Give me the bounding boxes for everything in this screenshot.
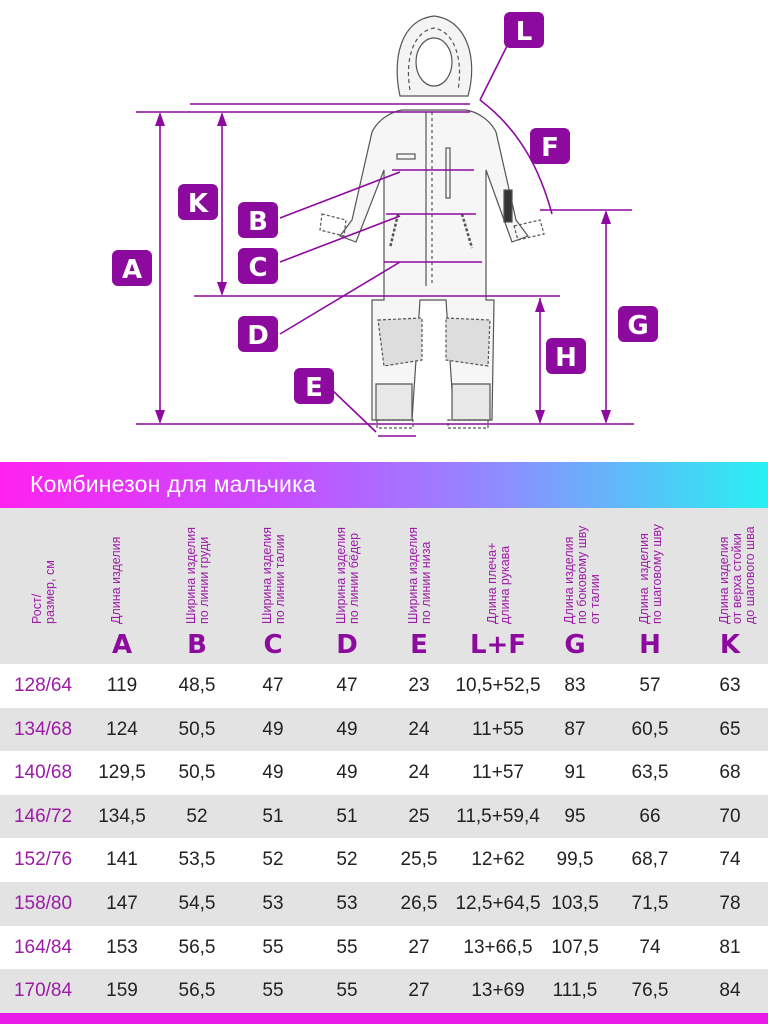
svg-text:B: B <box>248 207 268 237</box>
value-cell: 47 <box>336 675 358 696</box>
value-cell: 71,5 <box>631 892 669 914</box>
value-cell: 68 <box>719 762 741 784</box>
value-cell: 107,5 <box>551 936 599 958</box>
column-letter: G <box>564 630 586 660</box>
value-cell: 27 <box>408 980 430 1002</box>
column-label: Длина изделия по шаговому шву <box>637 524 664 624</box>
column-letter: E <box>410 630 428 660</box>
size-cell: 140/68 <box>13 762 73 784</box>
value-cell: 24 <box>408 718 430 740</box>
value-cell: 56,5 <box>178 980 216 1002</box>
column-label: Длина изделия <box>109 536 123 624</box>
value-cell: 68,7 <box>631 849 669 871</box>
value-cell: 76,5 <box>631 980 669 1002</box>
svg-text:A: A <box>121 255 143 285</box>
value-cell: 27 <box>408 936 430 958</box>
column-header-d <box>310 508 384 664</box>
table-row <box>0 751 768 795</box>
column-header-h <box>608 508 692 664</box>
value-cell: 49 <box>262 718 284 740</box>
value-cell: 81 <box>719 936 741 958</box>
svg-text:K: K <box>187 189 209 219</box>
table-row <box>0 708 768 752</box>
value-cell: 95 <box>564 805 586 827</box>
value-cell: 49 <box>336 762 358 784</box>
size-table-body <box>0 664 768 1013</box>
svg-text:H: H <box>555 343 577 373</box>
value-cell: 50,5 <box>178 762 216 784</box>
value-cell: 50,5 <box>178 718 216 740</box>
column-label: Ширина изделия по линии талии <box>260 526 287 624</box>
value-cell: 147 <box>106 892 138 914</box>
size-cell: 146/72 <box>13 805 73 827</box>
table-row <box>0 838 768 882</box>
bottom-accent-bar <box>0 1013 768 1024</box>
column-letter: H <box>639 630 661 660</box>
size-cell: 152/76 <box>13 849 73 871</box>
table-row <box>0 882 768 926</box>
column-label: Длина изделия от верха стойки до шагового шва <box>717 526 757 624</box>
value-cell: 78 <box>719 892 741 914</box>
svg-text:G: G <box>627 311 649 341</box>
value-cell: 153 <box>106 936 138 958</box>
size-cell: 158/80 <box>13 892 73 914</box>
value-cell: 159 <box>106 980 138 1002</box>
garment-diagram <box>0 0 768 460</box>
value-cell: 129,5 <box>98 762 146 784</box>
table-header <box>0 508 768 664</box>
size-cell: 128/64 <box>13 675 73 696</box>
column-label: Ширина изделия по линии низа <box>406 526 433 624</box>
table-row <box>0 664 768 708</box>
badge-B <box>238 202 278 238</box>
value-cell: 49 <box>262 762 284 784</box>
value-cell: 52 <box>186 805 208 827</box>
value-cell: 11+57 <box>472 762 524 784</box>
value-cell: 83 <box>564 675 586 696</box>
badge-D <box>238 316 278 352</box>
value-cell: 55 <box>336 936 358 958</box>
column-label: Рост/ размер, см <box>30 560 57 624</box>
value-cell: 65 <box>719 718 741 740</box>
value-cell: 25,5 <box>400 849 438 871</box>
value-cell: 53 <box>336 892 358 914</box>
value-cell: 119 <box>106 675 138 696</box>
column-label: Длина плеча+ длина рукава <box>485 542 512 624</box>
size-cell: 170/84 <box>13 980 73 1002</box>
value-cell: 47 <box>262 675 284 696</box>
value-cell: 124 <box>106 718 138 740</box>
value-cell: 55 <box>262 936 284 958</box>
value-cell: 24 <box>408 762 430 784</box>
column-header-c <box>236 508 310 664</box>
value-cell: 60,5 <box>631 718 669 740</box>
value-cell: 74 <box>639 936 661 958</box>
value-cell: 26,5 <box>400 892 438 914</box>
value-cell: 48,5 <box>178 675 216 696</box>
badge-K <box>178 184 218 220</box>
column-header-k <box>692 508 768 664</box>
value-cell: 63,5 <box>631 762 669 784</box>
badge-L <box>504 12 544 48</box>
svg-text:L: L <box>515 17 533 47</box>
svg-text:C: C <box>248 253 268 283</box>
column-label: Длина изделия по боковому шву от талии <box>562 525 602 624</box>
value-cell: 91 <box>564 762 586 784</box>
value-cell: 13+69 <box>471 980 525 1002</box>
value-cell: 23 <box>408 675 430 696</box>
value-cell: 84 <box>719 980 741 1002</box>
column-letter: C <box>263 630 283 660</box>
value-cell: 87 <box>564 718 586 740</box>
badge-F <box>530 128 570 164</box>
table-row <box>0 969 768 1013</box>
value-cell: 63 <box>719 675 741 696</box>
value-cell: 99,5 <box>556 849 594 871</box>
badge-E <box>294 368 334 404</box>
value-cell: 11,5+59,4 <box>456 805 540 827</box>
value-cell: 12+62 <box>471 849 525 871</box>
value-cell: 74 <box>719 849 741 871</box>
value-cell: 10,5+52,5 <box>455 675 541 696</box>
value-cell: 12,5+64,5 <box>455 892 541 914</box>
page-title: Комбинезон для мальчика <box>30 471 316 497</box>
column-header-b <box>158 508 236 664</box>
column-header-lf <box>454 508 542 664</box>
size-cell: 134/68 <box>13 718 73 740</box>
column-label: Ширина изделия по линии бёдер <box>334 526 361 624</box>
value-cell: 52 <box>336 849 358 871</box>
column-header-size <box>0 508 86 664</box>
value-cell: 56,5 <box>178 936 216 958</box>
value-cell: 53,5 <box>178 849 216 871</box>
overall-drawing <box>320 16 544 428</box>
value-cell: 141 <box>106 849 138 871</box>
column-header-e <box>384 508 454 664</box>
badge-C <box>238 248 278 284</box>
value-cell: 57 <box>639 675 661 696</box>
column-letter: D <box>336 630 358 660</box>
value-cell: 49 <box>336 718 358 740</box>
svg-text:F: F <box>541 133 559 163</box>
svg-text:E: E <box>305 373 323 403</box>
column-letter: K <box>719 630 741 660</box>
value-cell: 66 <box>639 805 661 827</box>
value-cell: 11+55 <box>472 718 524 740</box>
value-cell: 111,5 <box>552 980 598 1002</box>
value-cell: 25 <box>408 805 430 827</box>
column-letter: L+F <box>469 630 527 660</box>
column-letter: B <box>187 630 207 660</box>
value-cell: 103,5 <box>551 892 599 914</box>
badge-A <box>112 250 152 286</box>
table-row <box>0 926 768 970</box>
badge-G <box>618 306 658 342</box>
value-cell: 53 <box>262 892 284 914</box>
value-cell: 134,5 <box>98 805 146 827</box>
value-cell: 55 <box>336 980 358 1002</box>
value-cell: 54,5 <box>178 892 216 914</box>
column-header-a <box>86 508 158 664</box>
value-cell: 51 <box>336 805 358 827</box>
size-cell: 164/84 <box>13 936 73 958</box>
value-cell: 52 <box>262 849 284 871</box>
svg-text:D: D <box>247 321 269 351</box>
value-cell: 70 <box>719 805 741 827</box>
value-cell: 13+66,5 <box>463 936 533 958</box>
column-label: Ширина изделия по линии груди <box>184 526 211 624</box>
title-banner <box>0 462 768 508</box>
column-letter: A <box>111 630 133 660</box>
value-cell: 51 <box>262 805 284 827</box>
value-cell: 55 <box>262 980 284 1002</box>
table-row <box>0 795 768 839</box>
column-header-g <box>542 508 608 664</box>
badge-H <box>546 338 586 374</box>
